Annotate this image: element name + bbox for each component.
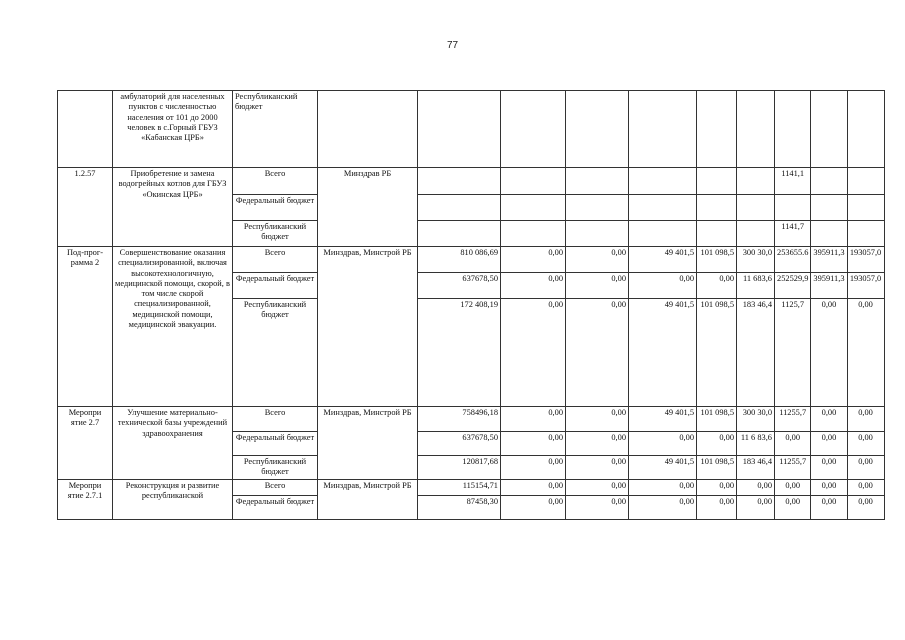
value-cell bbox=[775, 91, 811, 168]
value-cell: 0,00 bbox=[697, 495, 737, 519]
table-row bbox=[58, 407, 885, 432]
item-name: Приобретение и замена водогрейных котлов для ГБУЗ «Окинская ЦРБ» bbox=[113, 168, 233, 247]
value-cell bbox=[847, 168, 884, 195]
item-name: амбулаторий для населенных пунктов с численностью населения от 101 до 2000 человек в с.Горный ГБУЗ «Кабанская ЦРБ» bbox=[113, 91, 233, 168]
value-cell: 49 401,5 bbox=[629, 407, 697, 432]
value-cell: 0,00 bbox=[737, 479, 775, 495]
value-cell bbox=[811, 91, 847, 168]
item-code: Меропри ятие 2.7 bbox=[58, 407, 113, 480]
value-cell bbox=[811, 221, 847, 247]
value-cell bbox=[566, 168, 629, 195]
value-total: 637678,50 bbox=[418, 432, 501, 456]
value-cell bbox=[629, 168, 697, 195]
value-cell: 252529,9 bbox=[775, 273, 811, 299]
value-cell bbox=[737, 91, 775, 168]
value-cell bbox=[566, 195, 629, 221]
value-cell bbox=[811, 168, 847, 195]
value-cell: 11 6 83,6 bbox=[737, 432, 775, 456]
funding-source: Всего bbox=[233, 247, 318, 273]
table-row bbox=[58, 91, 885, 168]
value-cell bbox=[847, 221, 884, 247]
value-cell: 0,00 bbox=[501, 407, 566, 432]
value-cell: 0,00 bbox=[566, 247, 629, 273]
value-cell: 0,00 bbox=[501, 299, 566, 407]
value-cell bbox=[629, 91, 697, 168]
value-cell bbox=[566, 221, 629, 247]
page-number: 77 bbox=[446, 40, 459, 51]
value-cell: 0,00 bbox=[697, 432, 737, 456]
funding-source: Республиканский бюджет bbox=[233, 299, 318, 407]
value-cell: 0,00 bbox=[566, 456, 629, 480]
item-code: 1.2.57 bbox=[58, 168, 113, 247]
value-cell: 0,00 bbox=[697, 479, 737, 495]
value-cell: 101 098,5 bbox=[697, 456, 737, 480]
value-cell bbox=[847, 91, 884, 168]
value-cell: 183 46,4 bbox=[737, 299, 775, 407]
value-total: 758496,18 bbox=[418, 407, 501, 432]
value-cell: 193057,0 bbox=[847, 247, 884, 273]
value-cell: 101 098,5 bbox=[697, 247, 737, 273]
value-cell: 0,00 bbox=[629, 432, 697, 456]
value-cell: 0,00 bbox=[847, 407, 884, 432]
value-cell: 0,00 bbox=[847, 299, 884, 407]
value-cell: 0,00 bbox=[847, 456, 884, 480]
value-cell: 0,00 bbox=[775, 495, 811, 519]
funding-source: Всего bbox=[233, 479, 318, 495]
value-cell: 49 401,5 bbox=[629, 299, 697, 407]
value-cell: 0,00 bbox=[501, 456, 566, 480]
item-name: Совершенствование оказания специализированной, включая высокотехнологичную, медицинской помощи, скорой, в том числе скорой специализированной, медицинской помощи, медицинской эвакуации. bbox=[113, 247, 233, 407]
funding-source: Федеральный бюджет bbox=[233, 432, 318, 456]
value-cell: 0,00 bbox=[847, 479, 884, 495]
executor: Минздрав, Минстрой РБ bbox=[318, 479, 418, 519]
value-cell bbox=[501, 168, 566, 195]
value-cell: 0,00 bbox=[501, 432, 566, 456]
value-cell: 395911,3 bbox=[811, 273, 847, 299]
budget-table bbox=[57, 90, 885, 520]
value-cell bbox=[811, 195, 847, 221]
item-name: Реконструкция и развитие республиканской bbox=[113, 479, 233, 519]
value-cell: 0,00 bbox=[811, 456, 847, 480]
executor bbox=[318, 91, 418, 168]
value-cell: 0,00 bbox=[811, 432, 847, 456]
table-row bbox=[58, 168, 885, 195]
value-cell: 0,00 bbox=[629, 479, 697, 495]
value-cell: 193057,0 bbox=[847, 273, 884, 299]
value-total: 637678,50 bbox=[418, 273, 501, 299]
value-cell: 300 30,0 bbox=[737, 407, 775, 432]
value-cell: 0,00 bbox=[566, 407, 629, 432]
value-cell: 11 683,6 bbox=[737, 273, 775, 299]
value-cell: 0,00 bbox=[501, 247, 566, 273]
value-cell bbox=[501, 195, 566, 221]
value-cell: 1141,7 bbox=[775, 221, 811, 247]
value-cell bbox=[501, 91, 566, 168]
value-cell bbox=[629, 195, 697, 221]
value-total: 810 086,69 bbox=[418, 247, 501, 273]
item-name: Улучшение материально-технической базы учреждений здравоохранения bbox=[113, 407, 233, 480]
funding-source: Всего bbox=[233, 168, 318, 195]
item-code: Под-прог-рамма 2 bbox=[58, 247, 113, 407]
value-cell bbox=[629, 221, 697, 247]
value-total: 115154,71 bbox=[418, 479, 501, 495]
value-cell: 0,00 bbox=[847, 495, 884, 519]
value-cell bbox=[697, 221, 737, 247]
table-row bbox=[58, 247, 885, 273]
value-cell: 0,00 bbox=[629, 273, 697, 299]
value-cell bbox=[566, 91, 629, 168]
value-cell: 183 46,4 bbox=[737, 456, 775, 480]
value-cell: 0,00 bbox=[737, 495, 775, 519]
value-cell: 0,00 bbox=[629, 495, 697, 519]
executor: Минздрав, Минстрой РБ bbox=[318, 407, 418, 480]
value-total bbox=[418, 195, 501, 221]
value-cell: 0,00 bbox=[501, 273, 566, 299]
value-cell: 0,00 bbox=[566, 432, 629, 456]
value-cell: 0,00 bbox=[566, 495, 629, 519]
executor: Минздрав, Минстрой РБ bbox=[318, 247, 418, 407]
item-code bbox=[58, 91, 113, 168]
value-cell bbox=[847, 195, 884, 221]
value-total bbox=[418, 221, 501, 247]
value-cell: 11255,7 bbox=[775, 407, 811, 432]
value-cell: 1125,7 bbox=[775, 299, 811, 407]
value-cell: 0,00 bbox=[847, 432, 884, 456]
funding-source: Всего bbox=[233, 407, 318, 432]
value-cell: 395911,3 bbox=[811, 247, 847, 273]
value-cell: 0,00 bbox=[566, 479, 629, 495]
table-row bbox=[58, 479, 885, 495]
value-cell: 101 098,5 bbox=[697, 299, 737, 407]
value-cell: 101 098,5 bbox=[697, 407, 737, 432]
value-cell bbox=[501, 221, 566, 247]
value-total: 172 408,19 bbox=[418, 299, 501, 407]
value-cell: 11255,7 bbox=[775, 456, 811, 480]
item-code: Меропри ятие 2.7.1 bbox=[58, 479, 113, 519]
value-total bbox=[418, 168, 501, 195]
funding-source: Республиканский бюджет bbox=[233, 221, 318, 247]
value-cell bbox=[697, 195, 737, 221]
value-cell: 0,00 bbox=[566, 299, 629, 407]
value-cell: 253655.6 bbox=[775, 247, 811, 273]
value-cell: 0,00 bbox=[811, 407, 847, 432]
value-cell: 0,00 bbox=[811, 299, 847, 407]
value-cell: 0,00 bbox=[566, 273, 629, 299]
value-cell bbox=[775, 195, 811, 221]
value-total bbox=[418, 91, 501, 168]
value-cell: 1141,1 bbox=[775, 168, 811, 195]
value-cell bbox=[737, 221, 775, 247]
value-total: 120817,68 bbox=[418, 456, 501, 480]
value-cell: 0,00 bbox=[501, 479, 566, 495]
funding-source: Республиканский бюджет bbox=[233, 91, 318, 168]
value-cell: 300 30,0 bbox=[737, 247, 775, 273]
value-cell: 0,00 bbox=[697, 273, 737, 299]
funding-source: Федеральный бюджет bbox=[233, 195, 318, 221]
value-cell bbox=[697, 91, 737, 168]
value-total: 87458,30 bbox=[418, 495, 501, 519]
funding-source: Федеральный бюджет bbox=[233, 495, 318, 519]
value-cell: 49 401,5 bbox=[629, 456, 697, 480]
value-cell: 49 401,5 bbox=[629, 247, 697, 273]
value-cell bbox=[737, 168, 775, 195]
executor: Минздрав РБ bbox=[318, 168, 418, 247]
funding-source: Республиканский бюджет bbox=[233, 456, 318, 480]
value-cell: 0,00 bbox=[775, 432, 811, 456]
value-cell: 0,00 bbox=[775, 479, 811, 495]
funding-source: Федеральный бюджет bbox=[233, 273, 318, 299]
value-cell: 0,00 bbox=[501, 495, 566, 519]
value-cell: 0,00 bbox=[811, 495, 847, 519]
value-cell: 0,00 bbox=[811, 479, 847, 495]
value-cell bbox=[737, 195, 775, 221]
value-cell bbox=[697, 168, 737, 195]
